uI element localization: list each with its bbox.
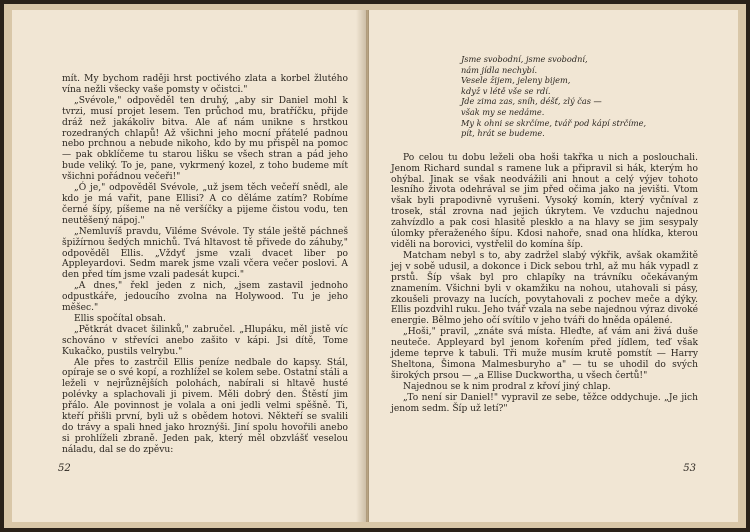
paragraph: „To není sir Daniel!" vypravil ze sebe, těžce oddychuje. „Je jich jenom sedm. Šíp už letí?" [391,392,698,414]
right-page-text [391,153,698,415]
verse-line: když v létě vše se rdí. [461,85,551,96]
paragraph: „Hoši," pravil, „znáte svá místa. Hleďte, ať vám ani živá duše neuteče. Appleyard byl jenom kořením před jídlem, teď však jdeme teprve k tabuli. Tři muže musím krutě pomstít — Harry Sheltona, Šimona Malmesburyho a" — tu se uhodil do svých širokých prsou — „a Ellise Duckwortha, u všech čertů!" [391,327,698,381]
verse-line: však my se nedáme. [461,106,545,117]
verse-line: My k ohni se skrčíme, tvář pod kápí strčíme, [461,117,647,128]
paragraph: „Svévole," odpověděl ten druhý, „aby sir Daniel mohl k tvrzi, musí projet lesem. Ten průchod mu, bratříčku, přijde dráž než jakákoliv bitva. Ale ať nám unikne s hrstkou rozedraných chlapů! Až všichni jeho mocní přátelé padnou nebo prchnou a nebude nikoho, kdo by mu přispěl na pomoc — pak obklíčeme tu starou lišku se všech stran a pád jeho bude veliký. To je, pane, vykrmený kozel, z toho budeme mít všichni pořádnou večeři!" [62,95,348,183]
verse-line: Vesele žijem, jeleny bijem, [461,75,571,86]
verse-line: nám jídla nechybí. [461,64,538,75]
right-page [369,10,738,522]
paragraph: „Ó je," odpověděl Svévole, „už jsem těch večeří snědl, ale kdo je má vařit, pane Ellisi? A co děláme zatím? Robíme černé šípy, píšeme na ně veršíčky a pijeme čistou vodu, ten neutěšený nápoj." [62,183,348,226]
paragraph: mít. My bychom raději hrst poctivého zlata a korbel žlutého vína nežli všecky vaše pomsty v očistci." [62,74,348,95]
paragraph: Po celou tu dobu leželi oba hoši takřka u nich a poslouchali. Jenom Richard sundal s ramene luk a připravil si hák, kterým ho ohýbal. Jinak se však neodvážili ani hnout a celý výjev tohoto lesního života odehrával se jim před očima jako na jevišti. Vtom však byli prapodivně vyrušeni. Vysoký komín, který vyčníval z trosek, stál zrovna nad jejich úkrytem. Ve vzduchu najednou zahvízdlo a pak cosi hlasitě pleskło a na hlavy se jim sesypaly úlomky přeraženého šípu. Kdosi nahoře, snad ona hlídka, kterou viděli na borovici, vystřelil do komína šíp. [391,152,698,250]
paragraph: Ale přes to zastrčil Ellis peníze nedbale do kapsy. Stál, opíraje se o své kopí, a rozhlížel se kolem sebe. Ostatní stáli a leželi v nejrůznějších polohách, nabírali si hltavě husté polévky a splachovali ji pivem. Měli dobrý den. Štěstí jim přálo. Ale povinnost je volala a oni jedli velmi spěšně. Ti, kteří přišli první, byli už s obědem hotovi. Někteří se svalili do trávy a spali hned jako hroznýši. Jiní spolu hovořili anebo si prohlíželi zbraně. Jeden pak, který měl obzvlášť veselou náladu, dal se do zpěvu: [62,357,348,455]
paragraph: „A dnes," řekl jeden z nich, „jsem zastavil jednoho odpustkáře, jedoucího zvolna na Holywood. Tu je jeho měšec." [62,281,348,314]
left-page-text [62,74,348,456]
paragraph: Matcham nebyl s to, aby zadržel slabý výkřik, avšak okamžitě jej v sobě udusil, a dokonce i Dick sebou trhl, až mu hák vypadl z prstů. Šíp však byl pro chlapíky na trávníku očekávaným znamením. Všichni byli v okamžiku na nohou, utahovali si pásy, zkoušeli provazy na lucích, povytahovali z pochev meče a dýky. Ellis pozdvihl ruku. Jeho tvář vzala na sebe najednou výraz divoké energie. Bělmo jeho očí svítilo v jeho tváři do hněda opálené. [391,250,698,327]
paragraph: Najednou se k nim prodral z křoví jiný chlap. [403,381,611,392]
page-number: 52 [58,463,71,474]
open-book [4,4,746,528]
verse-line: Jde zima zas, sníh, déšť, zlý čas — [461,96,602,107]
paragraph: „Pětkrát dvacet šilinků," zabručel. „Hlupáku, měl jistě víc schováno v střevíci anebo zašito v kápi. Jsi dítě, Tome Kukačko, pustils velrybu." [62,324,348,357]
paragraph: Ellis spočítal obsah. [74,313,166,324]
paragraph: „Nemluvíš pravdu, Viléme Svévole. Ty stále ještě páchneš špižírnou šedých mnichů. Tvá hltavost tě přivede do záhuby," odpověděl Ellis. „Vždyť jsme vzali dvacet liber po Appleyardovi. Sedm marek jsme vzali včera večer poslovi. A den před tím jsme vzali padesát kupci." [62,226,348,281]
verse-line: Jsme svobodní, jsme svobodní, [461,54,588,64]
page-number: 53 [683,463,696,474]
song-verse [461,54,698,139]
left-page [12,10,367,522]
verse-line: pít, hrát se budeme. [461,128,545,139]
